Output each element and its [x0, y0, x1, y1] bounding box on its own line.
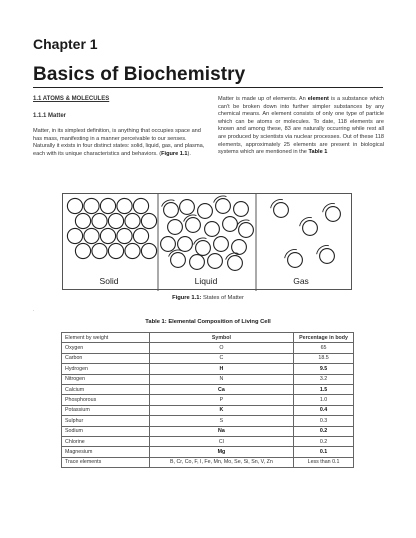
percentage-cell: Less than 0.1 [294, 457, 354, 467]
percentage-cell: 3.2 [294, 374, 354, 384]
percentage-cell: 65 [294, 343, 354, 353]
symbol-cell: S [149, 416, 293, 426]
gas-particle [303, 221, 318, 236]
matter-paragraph [33, 128, 209, 158]
subsection-heading: 1.1.1 Matter [33, 112, 67, 119]
percentage-cell: 0.2 [294, 436, 354, 446]
liquid-particle [198, 204, 213, 219]
element-text-1: Matter is made up of elements. An [218, 96, 308, 102]
percentage-cell: 0.4 [294, 405, 354, 415]
element-term: element [307, 96, 329, 102]
liquid-panel [161, 196, 254, 270]
symbol-cell: Ca [149, 384, 293, 394]
figure-caption-label: Figure 1.1: [172, 295, 202, 301]
element-cell: Magnesium [62, 447, 150, 457]
element-cell: Oxygen [62, 343, 150, 353]
element-cell: Trace elements [62, 457, 150, 467]
element-cell: Calcium [62, 384, 150, 394]
figure-caption [0, 295, 416, 301]
percentage-cell: 9.5 [294, 364, 354, 374]
liquid-particle [228, 256, 243, 271]
figure-reference: Figure 1.1 [161, 150, 188, 157]
matter-text: Matter, in its simplest definition, is anything that occupies space and has mass, manifesting in a manner perceivable to our senses. Naturally it exists in four distinct states: solid, liquid, gas, and plasma, each with its unique characteristics and behaviors. ( [33, 128, 205, 157]
header-element: Element by weight [62, 333, 150, 343]
solid-particle [84, 228, 99, 243]
liquid-particle [186, 218, 201, 233]
table-row [62, 395, 354, 405]
liquid-particle [161, 237, 176, 252]
percentage-cell: 0.3 [294, 416, 354, 426]
gas-particle [274, 203, 289, 218]
label-gas: Gas [293, 276, 309, 286]
element-cell: Potassium [62, 405, 150, 415]
table-reference: Table 1 [308, 149, 328, 156]
element-cell: Chlorine [62, 436, 150, 446]
element-cell: Phosphorous [62, 395, 150, 405]
liquid-particle [196, 241, 211, 256]
stray-mark: . [33, 307, 35, 313]
header-percentage: Percentage in body [294, 333, 354, 343]
element-cell: Hydrogen [62, 364, 150, 374]
solid-particle [108, 213, 123, 228]
liquid-particle [223, 217, 238, 232]
element-composition-table [61, 332, 354, 468]
symbol-cell: O [149, 343, 293, 353]
element-cell: Sodium [62, 426, 150, 436]
solid-particle [92, 243, 107, 258]
figure-caption-text: States of Matter [201, 295, 244, 301]
title-rule [33, 87, 383, 88]
symbol-cell: N [149, 374, 293, 384]
liquid-particle [164, 203, 179, 218]
element-cell: Sulphur [62, 416, 150, 426]
liquid-particle [171, 253, 186, 268]
liquid-particle [190, 255, 205, 270]
symbol-cell: C [149, 353, 293, 363]
solid-particle [75, 213, 90, 228]
percentage-cell: 1.5 [294, 384, 354, 394]
table-caption: Table 1: Elemental Composition of Living Cell [145, 319, 271, 325]
table-row [62, 364, 354, 374]
element-text-2: is a substance which can't be broken down into further simpler substances by any chemical means. An element consists of only one type of particle which can be atoms or molecules. To date, 118 elements are known and among these, 83 are naturally occurring while rest all are produced by scientists via nuclear processes. Out of these 118 elements, approximately 25 elements are present in biological systems which are mentioned in the [218, 96, 384, 156]
gas-panel [271, 200, 341, 268]
symbol-cell: Cl [149, 436, 293, 446]
symbol-cell: Mg [149, 447, 293, 457]
gas-particle [288, 253, 303, 268]
liquid-particle [216, 199, 231, 214]
liquid-particle [214, 237, 229, 252]
table-row [62, 405, 354, 415]
table-row [62, 353, 354, 363]
gas-particle [326, 207, 341, 222]
liquid-particle [232, 240, 247, 255]
solid-particle [133, 198, 148, 213]
table-row [62, 374, 354, 384]
right-column [218, 96, 384, 157]
symbol-cell: B, Cr, Co, F, I, Fe, Mn, Mo, Se, Si, Sn, V, Zn [149, 457, 293, 467]
solid-particle [125, 243, 140, 258]
percentage-cell: 0.2 [294, 426, 354, 436]
table-row [62, 416, 354, 426]
matter-text-end: ). [187, 150, 191, 157]
states-of-matter-figure [62, 193, 352, 290]
gas-particle [320, 249, 335, 264]
solid-particle [141, 213, 156, 228]
section-heading: 1.1 ATOMS & MOLECULES [33, 96, 110, 102]
solid-particle [84, 198, 99, 213]
solid-particle [100, 198, 115, 213]
percentage-cell: 0.1 [294, 447, 354, 457]
solid-particle [67, 198, 82, 213]
label-liquid: Liquid [194, 276, 218, 286]
solid-particle [133, 228, 148, 243]
liquid-particle [205, 222, 220, 237]
chapter-label: Chapter 1 [33, 36, 98, 52]
table-row [62, 426, 354, 436]
percentage-cell: 18.5 [294, 353, 354, 363]
percentage-cell: 1.0 [294, 395, 354, 405]
table-row [62, 384, 354, 394]
solid-particle [125, 213, 140, 228]
solid-panel [67, 198, 156, 258]
solid-particle [141, 243, 156, 258]
solid-particle [92, 213, 107, 228]
table-row [62, 457, 354, 467]
liquid-particle [180, 200, 195, 215]
liquid-particle [208, 254, 223, 269]
table-row [62, 447, 354, 457]
solid-particle [67, 228, 82, 243]
symbol-cell: P [149, 395, 293, 405]
table-row [62, 343, 354, 353]
chapter-title: Basics of Biochemistry [33, 64, 246, 85]
symbol-cell: H [149, 364, 293, 374]
liquid-particle [239, 223, 254, 238]
left-column [33, 96, 209, 159]
states-illustration [63, 194, 353, 291]
label-solid: Solid [99, 276, 119, 286]
table-row [62, 436, 354, 446]
solid-particle [117, 198, 132, 213]
solid-particle [117, 228, 132, 243]
liquid-particle [168, 220, 183, 235]
solid-particle [108, 243, 123, 258]
solid-particle [100, 228, 115, 243]
symbol-cell: K [149, 405, 293, 415]
solid-particle [75, 243, 90, 258]
symbol-cell: Na [149, 426, 293, 436]
element-cell: Carbon [62, 353, 150, 363]
liquid-particle [178, 237, 193, 252]
header-symbol: Symbol [149, 333, 293, 343]
table-header-row [62, 333, 354, 343]
element-cell: Nitrogen [62, 374, 150, 384]
liquid-particle [234, 202, 249, 217]
